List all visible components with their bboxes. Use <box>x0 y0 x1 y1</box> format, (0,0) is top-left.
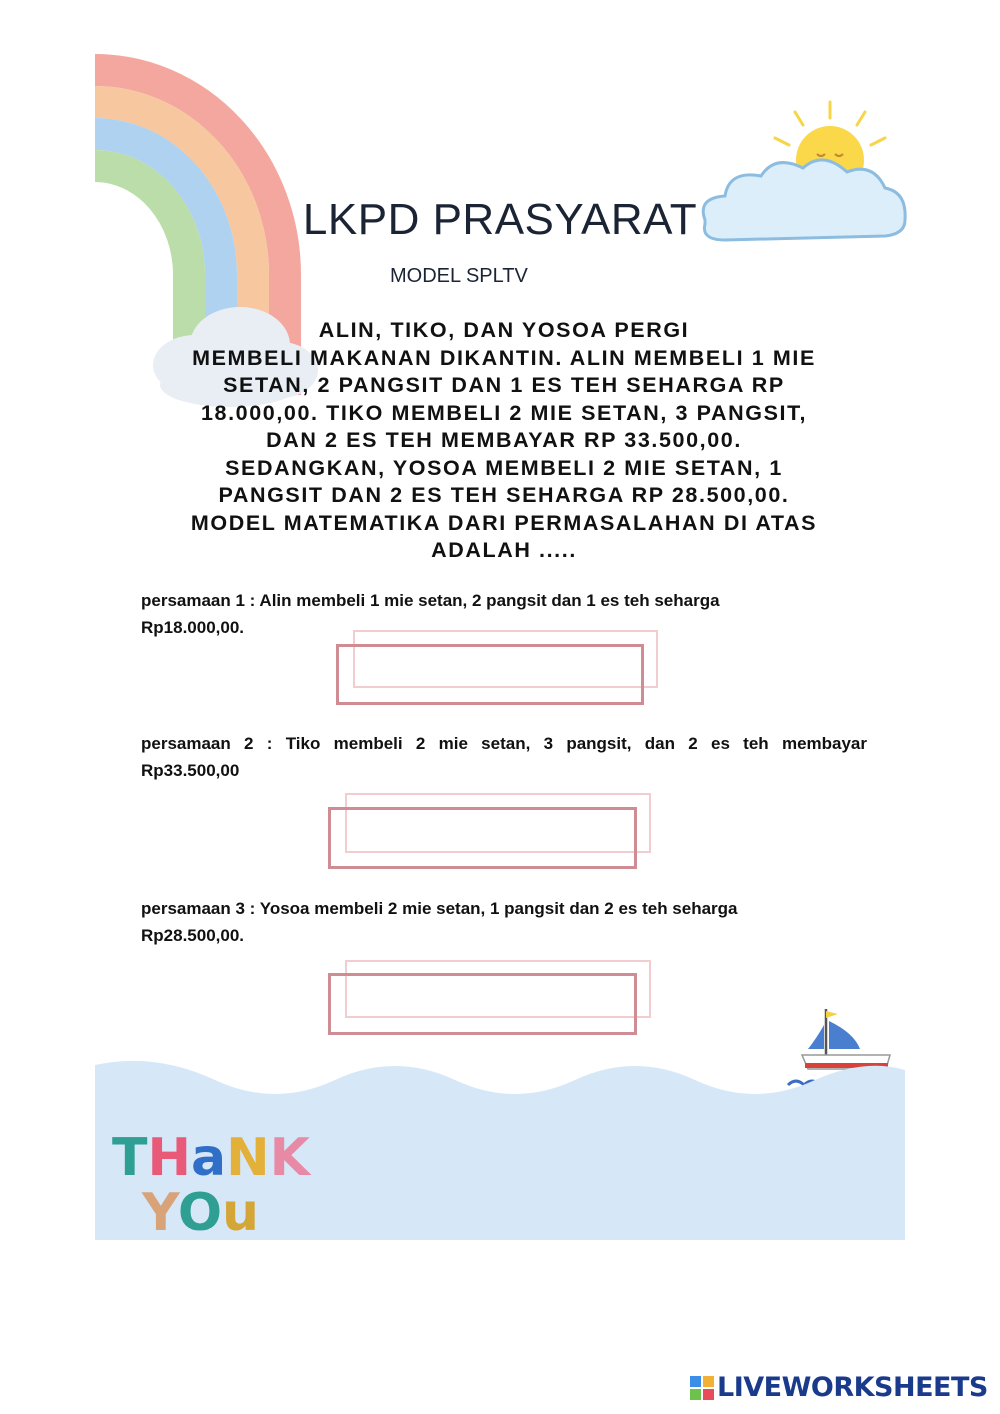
equation-3-text: persamaan 3 : Yosoa membeli 2 mie setan, 1 pangsit dan 2 es teh seharga <box>141 899 738 918</box>
liveworksheets-logo[interactable] <box>690 1372 988 1403</box>
page-title: LKPD PRASYARAT <box>302 195 698 244</box>
problem-line: DAN 2 ES TEH MEMBAYAR RP 33.500,00. <box>266 428 742 452</box>
equation-1-price: Rp18.000,00. <box>141 618 245 637</box>
equation-1-text: persamaan 1 : Alin membeli 1 mie setan, 2 pangsit dan 1 es teh seharga <box>141 591 720 610</box>
problem-line: PANGSIT DAN 2 ES TEH SEHARGA RP 28.500,00. <box>218 483 790 507</box>
equation-3-answer-input[interactable] <box>328 973 637 1035</box>
problem-line: MEMBELI MAKANAN DIKANTIN. ALIN MEMBELI 1 MIE <box>192 345 816 370</box>
page-subtitle: MODEL SPLTV <box>390 265 528 287</box>
worksheet-card <box>95 95 905 1243</box>
problem-line: SEDANGKAN, YOSOA MEMBELI 2 MIE SETAN, 1 <box>225 455 783 480</box>
equation-2-text: persamaan 2 : Tiko membeli 2 mie setan, 3 pangsit, dan 2 es teh membayar <box>141 734 867 753</box>
problem-statement <box>140 317 868 565</box>
equation-2-label <box>141 730 867 784</box>
equation-1-answer-input[interactable] <box>336 644 644 705</box>
svg-text:THaNK: THaNK <box>112 1128 310 1188</box>
thank-you-lettering <box>107 1115 310 1243</box>
equation-2-answer-input[interactable] <box>328 807 637 869</box>
liveworksheets-brand: LIVEWORKSHEETS <box>717 1372 988 1403</box>
equation-2-price: Rp33.500,00 <box>141 761 240 780</box>
problem-line: ALIN, TIKO, DAN YOSOA PERGI <box>318 318 690 342</box>
liveworksheets-logo-icon <box>690 1376 714 1400</box>
problem-line: ADALAH ..... <box>431 538 577 562</box>
problem-line: SETAN, 2 PANGSIT DAN 1 ES TEH SEHARGA RP <box>223 373 785 397</box>
problem-line: MODEL MATEMATIKA DARI PERMASALAHAN DI ATAS <box>190 510 818 535</box>
svg-text:YOu: YOu <box>142 1183 260 1243</box>
problem-line: 18.000,00. TIKO MEMBELI 2 MIE SETAN, 3 PANGSIT, <box>200 400 808 425</box>
equation-3-price: Rp28.500,00. <box>141 926 245 945</box>
equation-3-label <box>141 895 867 949</box>
